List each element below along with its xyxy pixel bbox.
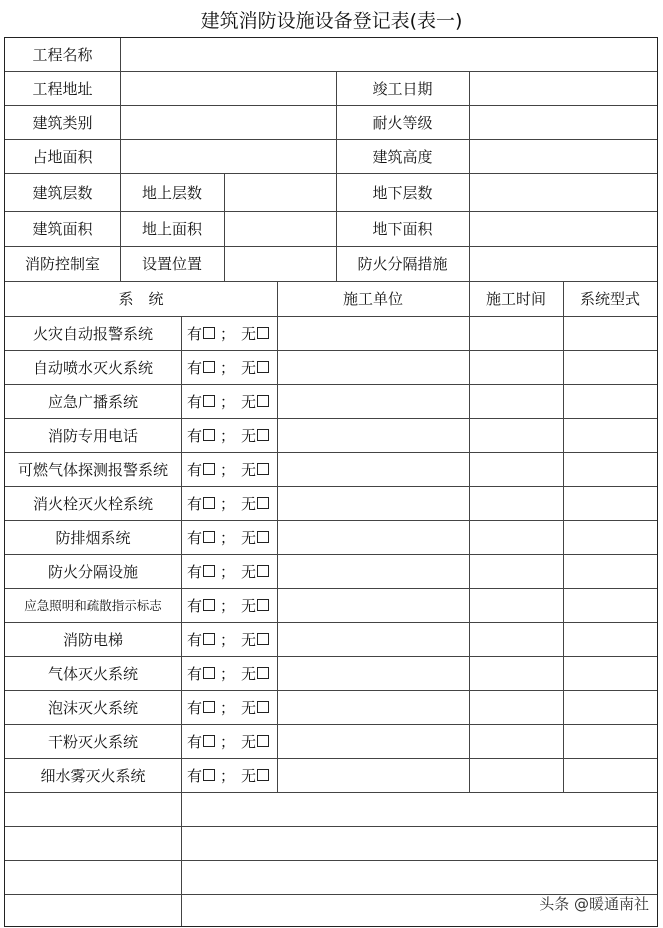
no-checkbox[interactable] (257, 769, 269, 781)
presence-options (181, 588, 277, 622)
info-right-label: 建筑高度 (372, 147, 433, 166)
presence-options (181, 384, 277, 418)
column-header-construction-time: 施工时间 (485, 290, 546, 308)
yes-checkbox[interactable] (203, 599, 215, 611)
option-separator: ； (219, 392, 235, 411)
yes-checkbox[interactable] (203, 327, 215, 339)
option-yes-label: 有 (186, 596, 202, 615)
grid-line (469, 246, 470, 281)
yes-checkbox[interactable] (203, 395, 215, 407)
system-name: 应急广播系统 (47, 392, 138, 411)
info-right-label: 地下面积 (372, 220, 433, 238)
grid-line (469, 316, 470, 792)
no-checkbox[interactable] (257, 327, 269, 339)
info-sub-label: 地上面积 (141, 220, 202, 238)
option-no-label: 无 (241, 698, 257, 717)
grid-line (224, 211, 225, 246)
option-yes-label: 有 (186, 358, 202, 377)
presence-options (181, 350, 277, 384)
option-yes-label: 有 (186, 562, 202, 581)
option-separator: ； (219, 630, 235, 649)
info-right-label: 竣工日期 (372, 79, 433, 98)
no-checkbox[interactable] (257, 497, 269, 509)
presence-options (181, 656, 277, 690)
grid-line (5, 792, 657, 793)
grid-line (120, 71, 121, 105)
option-yes-label: 有 (186, 494, 202, 513)
grid-line (277, 316, 278, 792)
option-separator: ； (219, 698, 235, 717)
watermark: 头条 @暖通南社 (539, 895, 649, 913)
option-separator: ； (219, 528, 235, 547)
option-no-label: 无 (241, 494, 257, 513)
grid-line (469, 173, 470, 211)
presence-options (181, 452, 277, 486)
presence-options (181, 724, 277, 758)
info-label: 占地面积 (32, 147, 93, 166)
no-checkbox[interactable] (257, 395, 269, 407)
option-no-label: 无 (241, 596, 257, 615)
system-name: 泡沫灭火系统 (47, 698, 138, 717)
option-separator: ； (219, 562, 235, 581)
grid-line (181, 316, 182, 926)
option-no-label: 无 (241, 732, 257, 751)
grid-line (120, 38, 121, 71)
yes-checkbox[interactable] (203, 667, 215, 679)
system-name: 气体灭火系统 (47, 664, 138, 683)
yes-checkbox[interactable] (203, 497, 215, 509)
no-checkbox[interactable] (257, 599, 269, 611)
system-name: 防排烟系统 (55, 528, 131, 547)
option-yes-label: 有 (186, 460, 202, 479)
option-yes-label: 有 (186, 664, 202, 683)
option-separator: ； (219, 596, 235, 615)
yes-checkbox[interactable] (203, 735, 215, 747)
yes-checkbox[interactable] (203, 531, 215, 543)
yes-checkbox[interactable] (203, 463, 215, 475)
yes-checkbox[interactable] (203, 701, 215, 713)
info-label: 消防控制室 (24, 255, 100, 273)
no-checkbox[interactable] (257, 531, 269, 543)
yes-checkbox[interactable] (203, 429, 215, 441)
system-name: 防火分隔设施 (47, 562, 138, 581)
option-no-label: 无 (241, 460, 257, 479)
presence-options (181, 554, 277, 588)
option-separator: ； (219, 766, 235, 785)
grid-line (469, 71, 470, 105)
info-sub-label: 设置位置 (141, 255, 202, 273)
no-checkbox[interactable] (257, 633, 269, 645)
option-separator: ； (219, 494, 235, 513)
system-name: 干粉灭火系统 (47, 732, 138, 751)
option-no-label: 无 (241, 358, 257, 377)
option-separator: ； (219, 664, 235, 683)
option-no-label: 无 (241, 664, 257, 683)
system-name: 应急照明和疏散指示标志 (24, 598, 162, 613)
grid-line (5, 826, 657, 827)
option-yes-label: 有 (186, 698, 202, 717)
option-no-label: 无 (241, 392, 257, 411)
presence-options (181, 486, 277, 520)
info-sub-label: 地上层数 (141, 183, 202, 202)
option-yes-label: 有 (186, 732, 202, 751)
info-right-label: 耐火等级 (372, 113, 433, 132)
option-no-label: 无 (241, 562, 257, 581)
presence-options (181, 520, 277, 554)
option-no-label: 无 (241, 630, 257, 649)
page-title: 建筑消防设施设备登记表(表一) (200, 10, 463, 32)
grid-line (469, 211, 470, 246)
no-checkbox[interactable] (257, 667, 269, 679)
option-separator: ； (219, 460, 235, 479)
system-name: 火灾自动报警系统 (32, 324, 153, 343)
option-no-label: 无 (241, 426, 257, 445)
info-label: 建筑层数 (32, 183, 93, 202)
presence-options (181, 316, 277, 350)
info-label: 建筑类别 (32, 113, 93, 132)
grid-line (563, 316, 564, 792)
grid-line (5, 860, 657, 861)
column-header-contractor: 施工单位 (342, 290, 403, 308)
yes-checkbox[interactable] (203, 633, 215, 645)
option-yes-label: 有 (186, 426, 202, 445)
no-checkbox[interactable] (257, 463, 269, 475)
presence-options (181, 418, 277, 452)
grid-line (120, 139, 121, 173)
presence-options (181, 622, 277, 656)
option-separator: ； (219, 358, 235, 377)
no-checkbox[interactable] (257, 361, 269, 373)
info-label: 工程名称 (32, 46, 93, 64)
yes-checkbox[interactable] (203, 361, 215, 373)
no-checkbox[interactable] (257, 429, 269, 441)
no-checkbox[interactable] (257, 701, 269, 713)
yes-checkbox[interactable] (203, 565, 215, 577)
system-name: 可燃气体探测报警系统 (17, 460, 168, 479)
system-name: 消防专用电话 (47, 426, 138, 445)
option-yes-label: 有 (186, 392, 202, 411)
option-no-label: 无 (241, 528, 257, 547)
grid-line (469, 105, 470, 139)
system-name: 消火栓灭火栓系统 (32, 494, 153, 513)
grid-line (224, 246, 225, 281)
info-label: 建筑面积 (32, 220, 93, 238)
option-separator: ； (219, 732, 235, 751)
presence-options (181, 758, 277, 792)
info-right-label: 防火分隔措施 (357, 255, 448, 273)
system-name: 消防电梯 (62, 630, 123, 649)
option-yes-label: 有 (186, 324, 202, 343)
info-label: 工程地址 (32, 79, 93, 98)
option-no-label: 无 (241, 766, 257, 785)
info-right-label: 地下层数 (372, 183, 433, 202)
system-name: 自动喷水灭火系统 (32, 358, 153, 377)
system-name: 细水雾灭火系统 (40, 766, 146, 785)
presence-options (181, 690, 277, 724)
option-yes-label: 有 (186, 630, 202, 649)
grid-line (224, 173, 225, 211)
option-yes-label: 有 (186, 766, 202, 785)
column-header-system: 系 统 (118, 290, 164, 308)
grid-line (120, 105, 121, 139)
option-no-label: 无 (241, 324, 257, 343)
no-checkbox[interactable] (257, 735, 269, 747)
option-yes-label: 有 (186, 528, 202, 547)
grid-line (469, 139, 470, 173)
yes-checkbox[interactable] (203, 769, 215, 781)
option-separator: ； (219, 324, 235, 343)
no-checkbox[interactable] (257, 565, 269, 577)
option-separator: ； (219, 426, 235, 445)
grid-line (5, 894, 657, 895)
column-header-system-type: 系统型式 (579, 290, 640, 308)
